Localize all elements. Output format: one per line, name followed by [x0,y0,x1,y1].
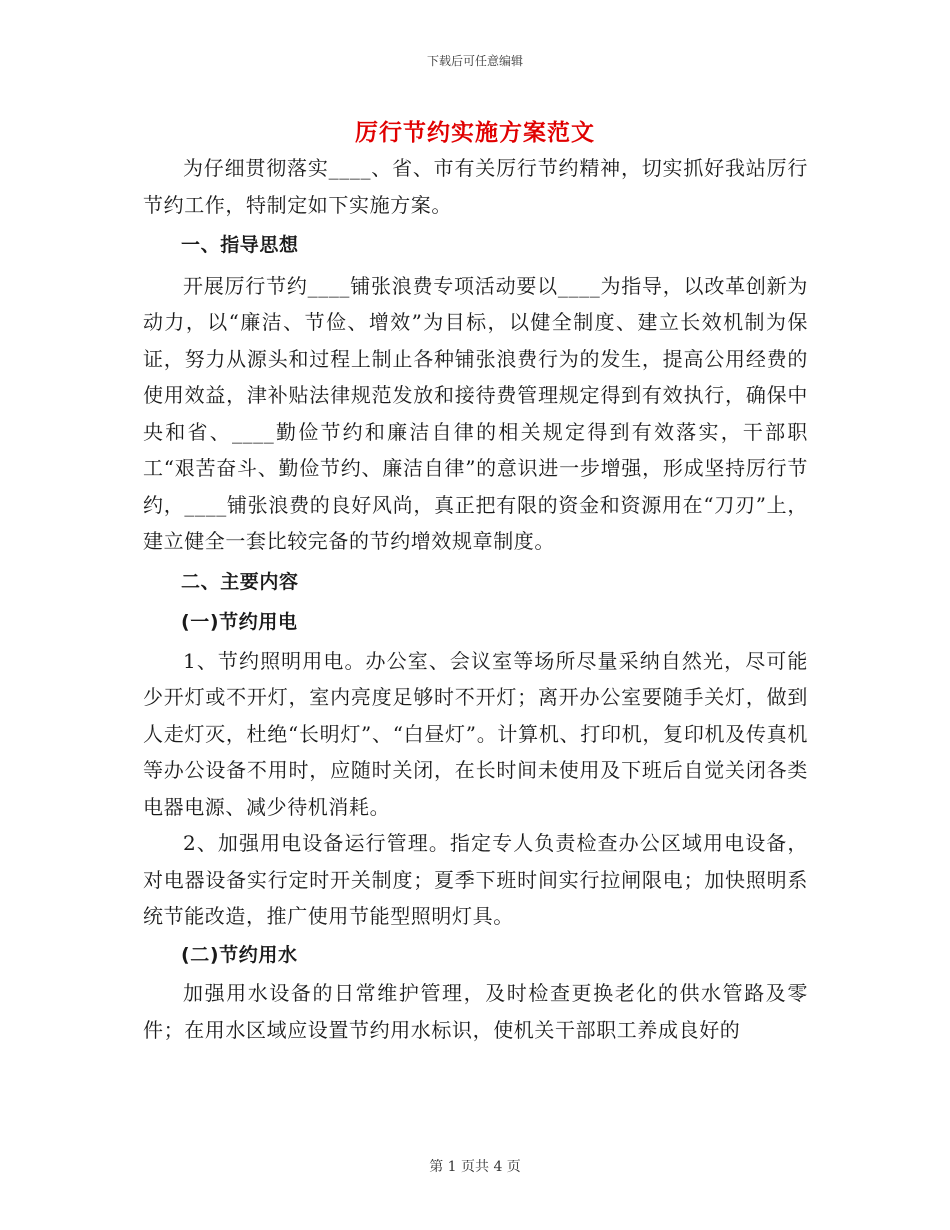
electricity-item-1: 1、节约照明用电。办公室、会议室等场所尽量采纳自然光，尽可能少开灯或不开灯，室内亮度足够时不开灯；离开办公室要随手关灯，做到人走灯灭，杜绝“长明灯”、“白昼灯”。计算机、打印机，复印机及传真机等办公设备不用时，应随时关闭，在长时间未使用及下班后自觉关闭各类电器电源、减少待机消耗。 [143,648,808,819]
intro-paragraph: 为仔细贯彻落实____、省、市有关厉行节约精神，切实抓好我站厉行节约工作，特制定如下实施方案。 [143,156,808,217]
section-heading-main-content: 二、主要内容 [181,570,299,593]
document-title: 厉行节约实施方案范文 [355,119,595,146]
electricity-item-2: 2、加强用电设备运行管理。指定专人负责检查办公区域用电设备，对电器设备实行定时开关制度；夏季下班时间实行拉闸限电；加快照明系统节能改造，推广使用节能型照明灯具。 [143,831,808,928]
guiding-ideology-paragraph: 开展厉行节约____铺张浪费专项活动要以____为指导，以改革创新为动力，以“廉洁、节俭、增效”为目标，以健全制度、建立长效机制为保证，努力从源头和过程上制止各种铺张浪费行为的发生，提高公用经费的使用效益，津补贴法律规范发放和接待费管理规定得到有效执行，确保中央和省、____勤俭节约和廉洁自律的相关规定得到有效落实，干部职工“艰苦奋斗、勤俭节约、廉洁自律”的意识进一步增强，形成坚持厉行节约，____铺张浪费的良好风尚，真正把有限的资金和资源用在“刀刃”上，建立健全一套比较完备的节约增效规章制度。 [143,273,808,553]
subsection-heading-save-water: (二)节约用水 [181,943,298,966]
subsection-heading-save-electricity: (一)节约用电 [181,611,298,633]
water-paragraph: 加强用水设备的日常维护管理，及时检查更换老化的供水管路及零件；在用水区域应设置节约用水标识，使机关干部职工养成良好的 [143,981,808,1042]
page-footer: 第 1 页共 4 页 [429,1159,521,1175]
page-header: 下载后可任意编辑 [426,54,523,68]
document-body [143,150,808,1048]
section-heading-guiding-ideology: 一、指导思想 [181,234,299,256]
